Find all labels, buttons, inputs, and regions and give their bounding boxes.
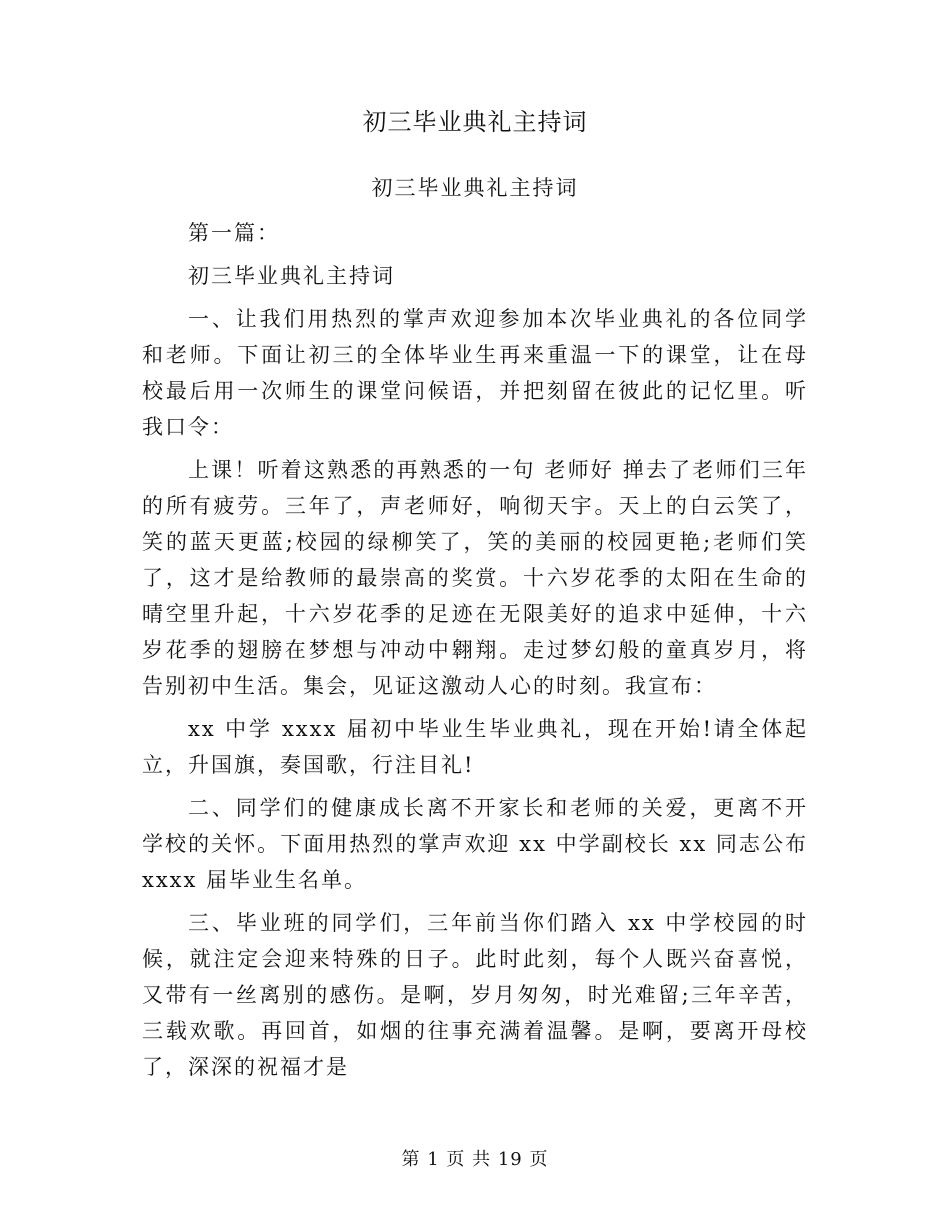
section-title: 初三毕业典礼主持词 <box>188 264 395 288</box>
paragraph: 二、同学们的健康成长离不开家长和老师的关爱，更离不开学校的关怀。下面用热烈的掌声欢迎 xx 中学副校长 xx 同志公布 xxxx 届毕业生名单。 <box>142 796 808 892</box>
paragraph: 上课！听着这熟悉的再熟悉的一句 老师好 掸去了老师们三年的所有疲劳。三年了，声老师好，响彻天宇。天上的白云笑了，笑的蓝天更蓝;校园的绿柳笑了，笑的美丽的校园更艳;老师们笑了，这才是给教师的最崇高的奖赏。十六岁花季的太阳在生命的晴空里升起，十六岁花季的足迹在无限美好的追求中延伸，十六岁花季的翅膀在梦想与冲动中翱翔。走过梦幻般的童真岁月，将告别初中生活。集会，见证这激动人心的时刻。我宣布： <box>142 458 808 698</box>
document-body <box>142 170 808 1092</box>
document-subtitle: 初三毕业典礼主持词 <box>371 176 579 200</box>
section-heading: 第一篇： <box>188 221 280 245</box>
paragraph: 三、毕业班的同学们，三年前当你们踏入 xx 中学校园的时候，就注定会迎来特殊的日子。此时此刻，每个人既兴奋喜悦，又带有一丝离别的感伤。是啊，岁月匆匆，时光难留;三年辛苦，三载欢歌。再回首，如烟的往事充满着温馨。是啊，要离开母校了，深深的祝福才是 <box>142 911 808 1079</box>
page-number-footer: 第 1 页 共 19 页 <box>401 1149 549 1170</box>
document-title: 初三毕业典礼主持词 <box>362 108 588 136</box>
paragraph: 一、让我们用热烈的掌声欢迎参加本次毕业典礼的各位同学和老师。下面让初三的全体毕业生再来重温一下的课堂，让在母校最后用一次师生的课堂问候语，并把刻留在彼此的记忆里。听我口令： <box>142 307 808 439</box>
paragraph: xx 中学 xxxx 届初中毕业生毕业典礼，现在开始!请全体起立，升国旗，奏国歌，行注目礼! <box>142 717 808 777</box>
